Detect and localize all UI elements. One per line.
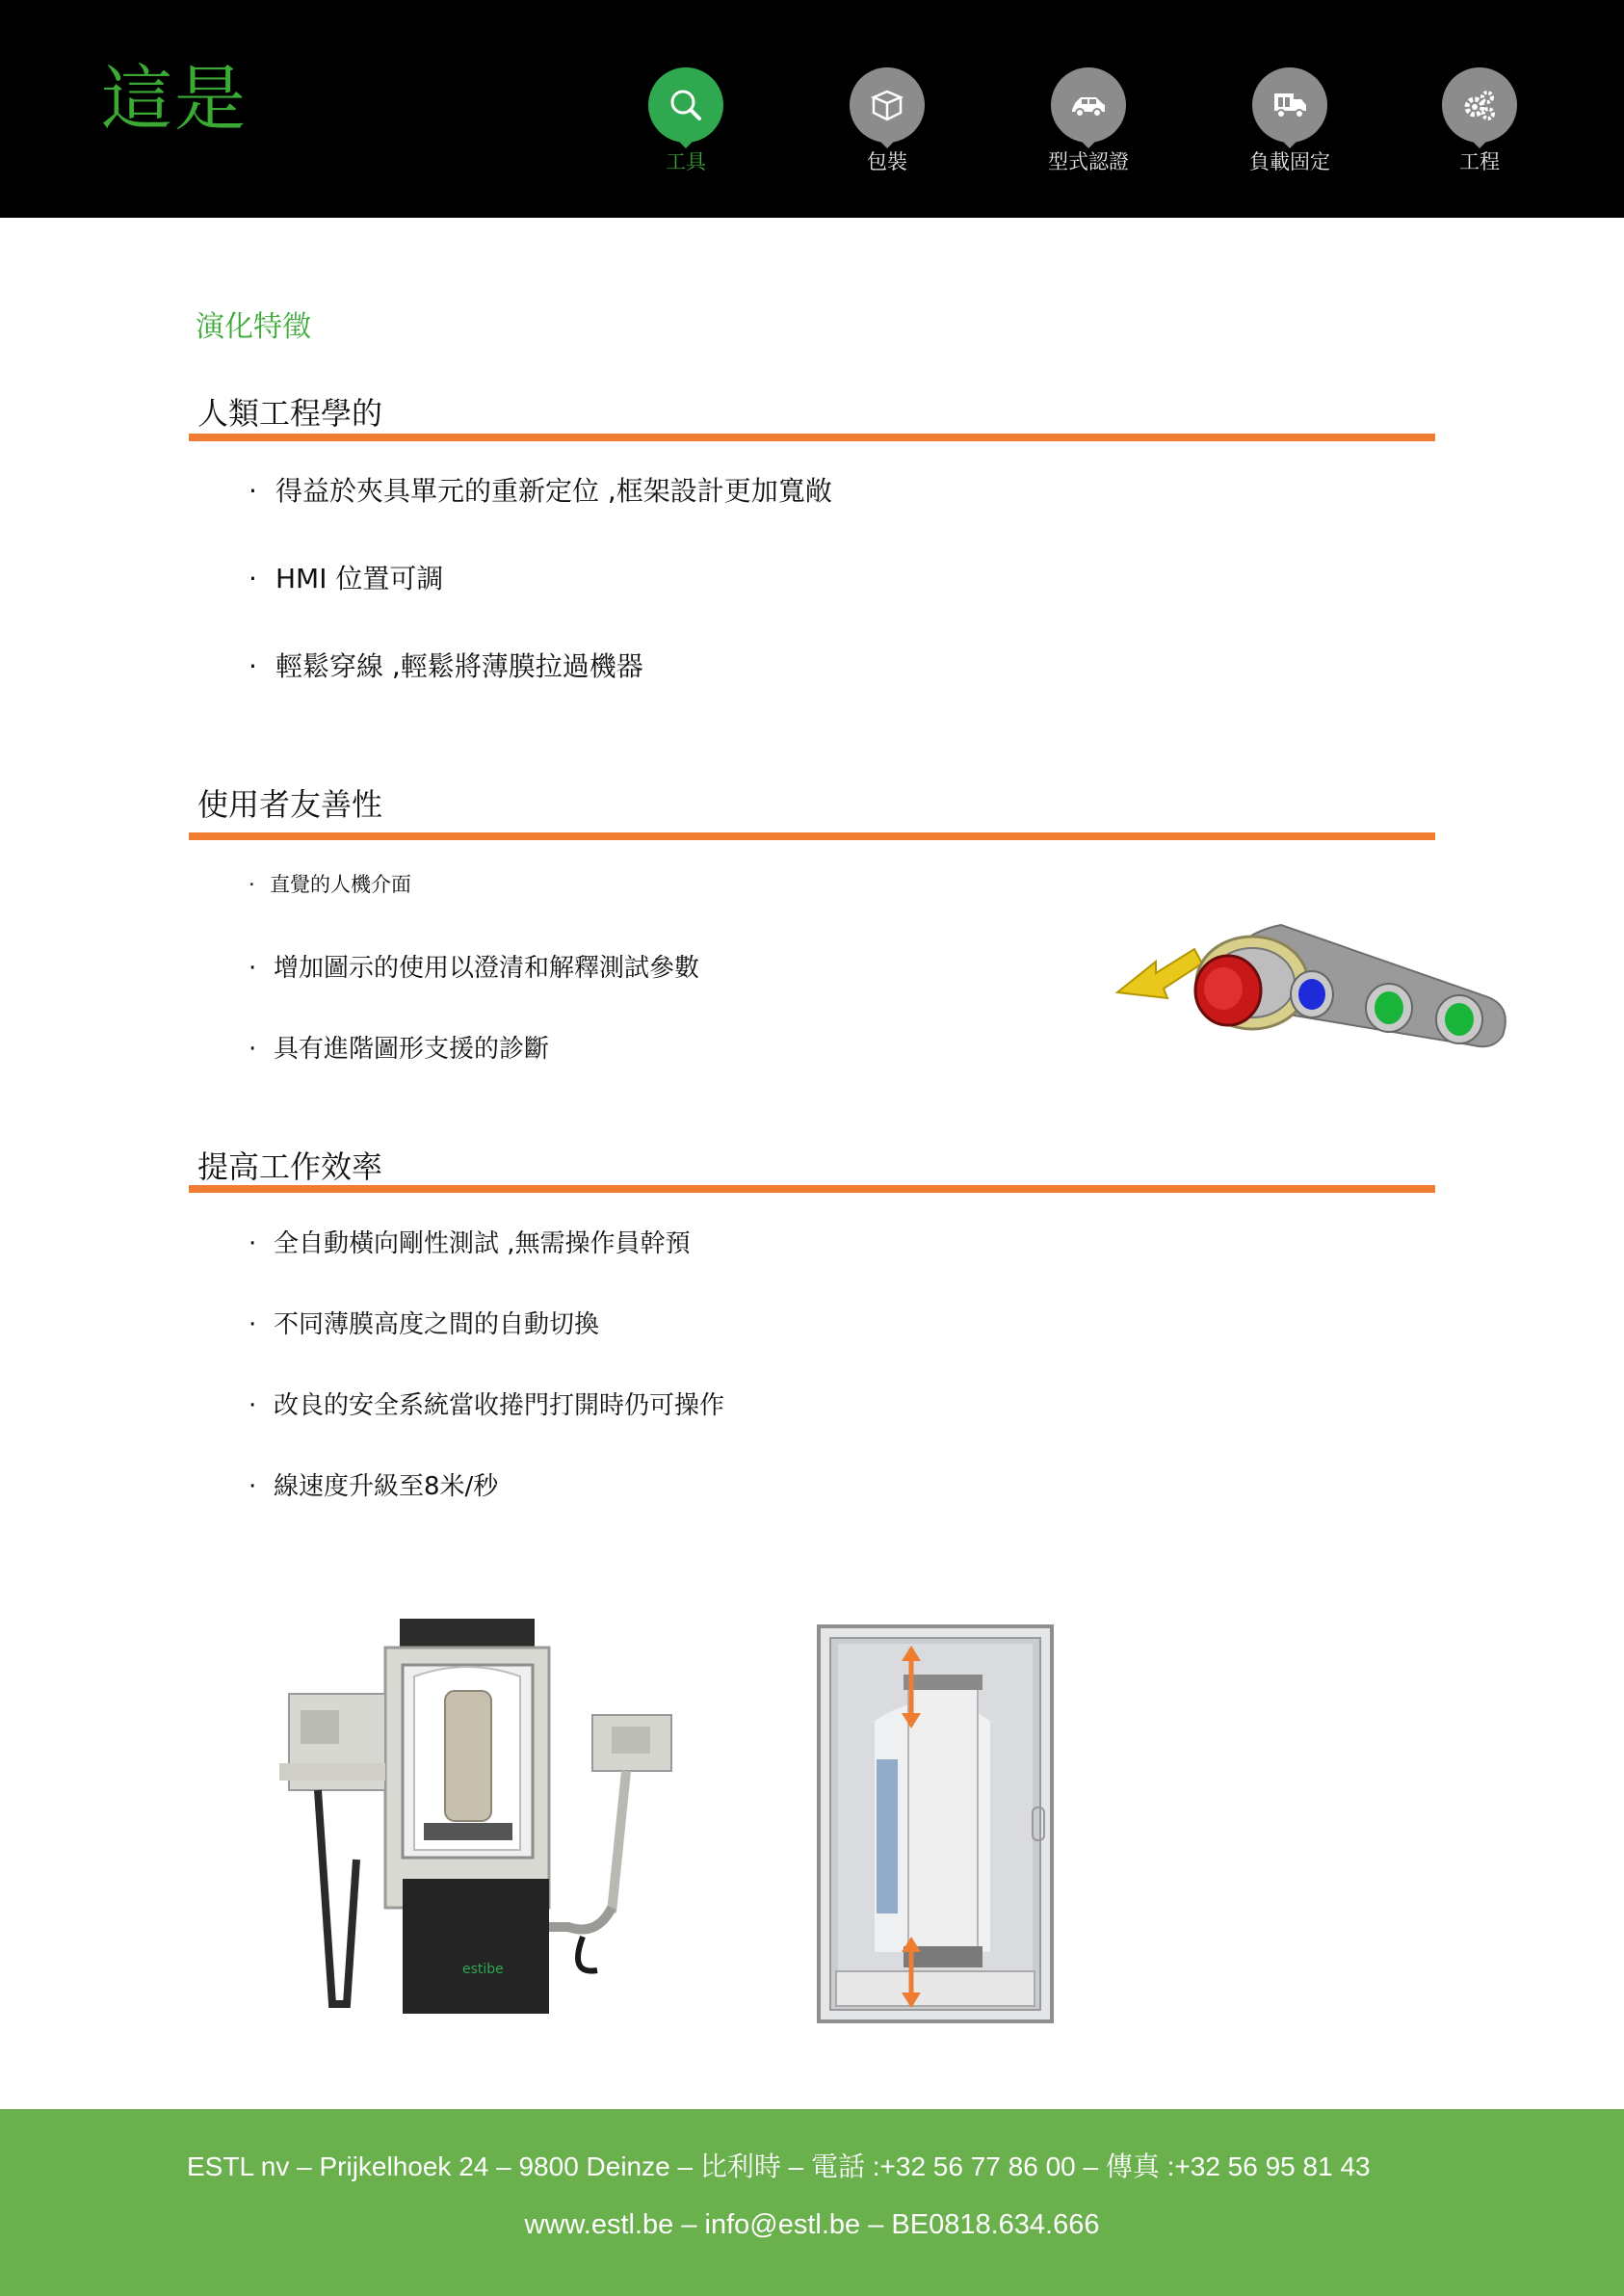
bullet-item: · 不同薄膜高度之間的自動切換: [249, 1310, 600, 1339]
bullet-item: · 全自動橫向剛性測試 ,無需操作員幹預: [249, 1229, 691, 1258]
nav-item-type-approval[interactable]: [1011, 67, 1166, 174]
bullet-item: · 輕鬆穿線 ,輕鬆將薄膜拉過機器: [249, 650, 643, 682]
section-kicker: 演化特徵: [196, 310, 311, 344]
machine-detail-photo: [817, 1624, 1054, 2023]
nav-badge: [1252, 67, 1327, 143]
logo-text[interactable]: 這是: [101, 58, 248, 141]
section-title-usability: 使用者友善性: [197, 786, 383, 823]
box-icon: [866, 84, 908, 126]
search-icon: [665, 84, 707, 126]
bullet-item: · 改良的安全系統當收捲門打開時仍可操作: [249, 1391, 725, 1420]
top-header: [0, 0, 1624, 218]
machine-photo: [279, 1619, 684, 2023]
bullet-item: · HMI 位置可調: [249, 563, 444, 594]
nav-badge: [850, 67, 925, 143]
footer-contact[interactable]: www.estl.be – info@estl.be – BE0818.634.666: [524, 2209, 1100, 2240]
nav-item-load-securing[interactable]: [1213, 67, 1367, 174]
bullet-item: · 增加圖示的使用以澄清和解釋測試參數: [249, 954, 700, 983]
nav-badge: [1442, 67, 1517, 143]
section-title-productivity: 提高工作效率: [197, 1148, 383, 1185]
bullet-item: · 具有進階圖形支援的診斷: [249, 1035, 550, 1064]
section-divider: [189, 434, 1435, 441]
bullet-item: · 得益於夾具單元的重新定位 ,框架設計更加寬敞: [249, 475, 832, 507]
bullet-item: · 線速度升級至8米/秒: [249, 1472, 499, 1501]
nav-label: 負載固定: [1249, 150, 1330, 173]
section-divider: [189, 1185, 1435, 1193]
control-panel-illustration: [1108, 906, 1512, 1060]
footer-address: ESTL nv – Prijkelhoek 24 – 9800 Deinze – 比利時 – 電話 :+32 56 77 86 00 – 傳真 :+32 56 95 81 43: [187, 2151, 1371, 2181]
nav-label: 型式認證: [1048, 150, 1129, 173]
nav-badge: [1051, 67, 1126, 143]
nav-item-packaging[interactable]: [810, 67, 964, 174]
bullet-item: · 直覺的人機介面: [249, 873, 411, 896]
section-divider: [189, 832, 1435, 840]
gears-icon: [1458, 84, 1501, 126]
nav-badge: [648, 67, 723, 143]
truck-icon: [1269, 84, 1311, 126]
car-icon: [1067, 84, 1110, 126]
nav-item-engineering[interactable]: [1402, 67, 1557, 174]
section-title-ergonomics: 人類工程學的: [197, 395, 383, 432]
nav-item-tools[interactable]: [609, 67, 763, 174]
footer: [0, 2109, 1624, 2296]
nav-label: 包裝: [867, 150, 907, 173]
nav-label: 工具: [666, 150, 706, 173]
nav-label: 工程: [1459, 150, 1500, 173]
machine-brand-label: estibe: [462, 1962, 504, 1977]
